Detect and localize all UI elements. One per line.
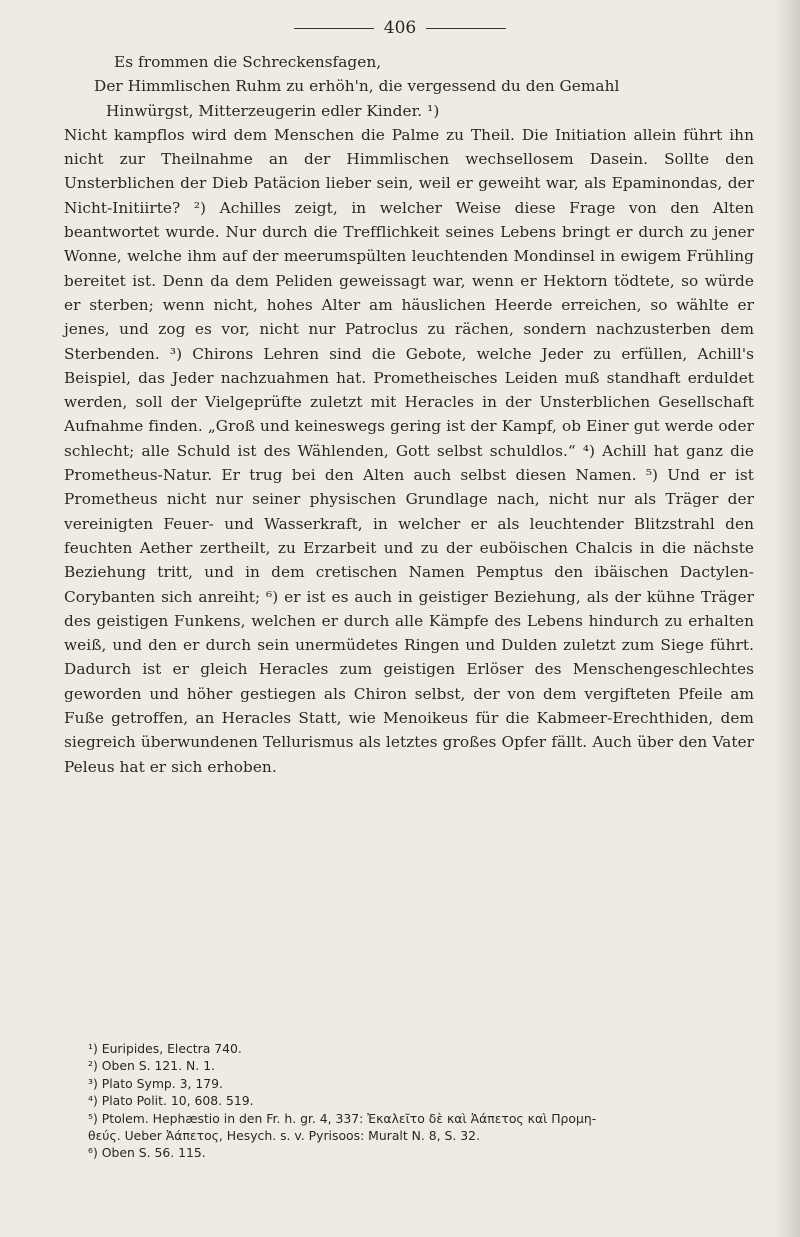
page-number: 406	[383, 18, 417, 38]
footnotes	[88, 1040, 768, 1162]
footnote-4: ⁴) Plato Polit. 10, 608. 519.	[88, 1093, 254, 1109]
verse-line-1: Es frommen die Schreckensfagen,	[114, 53, 382, 71]
footnote-2: ²) Oben S. 121. N. 1.	[88, 1058, 216, 1074]
page-edge-shadow	[774, 0, 800, 1237]
verse-line-3: Hinwürgst, Mitterzeugerin edler Kinder. ¹)	[106, 101, 440, 120]
footnote-1: ¹) Euripides, Electra 740.	[88, 1041, 242, 1056]
footnote-3: ³) Plato Symp. 3, 179.	[88, 1075, 223, 1091]
page-header	[250, 16, 550, 40]
body-paragraph: Nicht kampflos wird dem Menschen die Palme zu Theil. Die Initiation allein führt ihn nicht zur Theilnahme an der Himmlischen wechsellosem Dasein. Sollte den Unsterblichen der Dieb Patäcion lieber sein, weil er geweiht war, als Epaminondas, der Nicht-Initiirte? ²) Achilles zeigt, in welcher Weise diese Frage von den Alten beantwortet wurde. Nur durch die Trefflichkeit seines Lebens bringt er durch zu jener Wonne, welche ihm auf der meerumspülten leuchtenden Mondinsel in ewigem Frühling bereitet ist. Denn da dem Peliden geweissagt war, wenn er Hektorn tödtete, so würde er sterben; wenn nicht, hohes Alter am häuslichen Heerde erreichen, so wählte er jenes, und zog es vor, nicht nur Patroclus zu rächen, sondern nachzusterben dem Sterbenden. ³) Chirons Lehren sind die Gebote, welche Jeder zu erfüllen, Achill's Beispiel, das Jeder nachzuahmen hat. Prometheisches Leiden muß standhaft erduldet werden, soll der Vielgeprüfte zuletzt mit Heracles in der Unsterblichen Gesellschaft Aufnahme finden. „Groß und keineswegs gering ist der Kampf, ob Einer gut werde oder schlecht; alle Schuld ist des Wählenden, Gott selbst schuldlos.“ ⁴) Achill hat ganz die Prometheus-Natur. Er trug bei den Alten auch selbst diesen Namen. ⁵) Und er ist Prometheus nicht nur seiner physischen Grundlage nach, nicht nur als Träger der vereinigten Feuer- und Wasserkraft, in welcher er als leuchtender Blitzstrahl den feuchten Aether zertheilt, zu Erzarbeit und zu der euböischen Chalcis in die nächste Beziehung tritt, und in dem cretischen Namen Pemptus den ibäischen Dactylen-Corybanten sich anreiht; ⁶) er ist es auch in geistiger Beziehung, als der kühne Träger des geistigen Funkens, welchen er durch alle Kämpfe des Lebens hindurch zu erhalten weiß, und den er durch sein unermüdetes Ringen und Dulden zuletzt zum Siege führt. Dadurch ist er gleich Heracles zum geistigen Erlöser des Menschengeschlechtes geworden und höher gestiegen als Chiron selbst, der von dem vergifteten Pfeile am Fuße getroffen, an Heracles Statt, wie Menoikeus für die Kabmeer-Erechthiden, dem siegreich überwundenen Tellurismus als letztes großes Opfer fällt. Auch über den Vater Peleus hat er sich erhoben.	[64, 125, 754, 776]
footnote-5: ⁵) Ptolem. Hephæstio in den Fr. h. gr. 4, 337: Ἐκαλεῖτο δὲ καὶ Ἀάπετος καὶ Προμη-	[88, 1110, 597, 1126]
verse-line-2: Der Himmlischen Ruhm zu erhöh'n, die vergessend du den Gemahl	[94, 77, 620, 96]
header-rule-left	[294, 28, 374, 29]
header-rule-right	[426, 28, 506, 29]
main-text	[64, 50, 754, 779]
footnote-6: ⁶) Oben S. 56. 115.	[88, 1145, 206, 1161]
footnote-5-continued: θεύς. Ueber Ἀάπετος, Hesych. s. v. Pyrisoos: Muralt N. 8, S. 32.	[88, 1128, 481, 1144]
